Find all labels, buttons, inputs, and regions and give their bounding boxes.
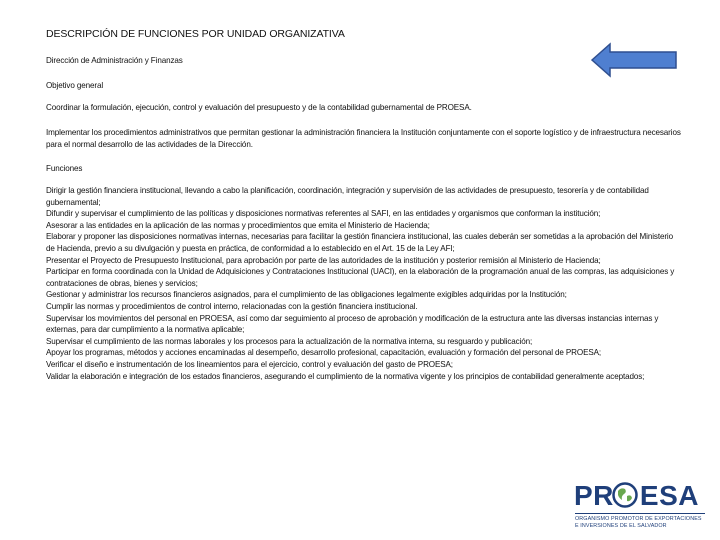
functions-heading: Funciones <box>46 164 83 173</box>
logo-word-left: PR <box>574 480 614 511</box>
logo-tagline-1: ORGANISMO PROMOTOR DE EXPORTACIONES <box>575 516 702 522</box>
function-item: Cumplir las normas y procedimientos de control interno, relacionadas con la gestión financiera institucional. <box>46 301 418 311</box>
logo-word-right: ESA <box>639 480 699 511</box>
logo-tagline-2: E INVERSIONES DE EL SALVADOR <box>575 523 667 529</box>
function-item: Participar en forma coordinada con la Unidad de Adquisiciones y Contrataciones Institucional (UACI), en la elaboración de la programación anual de las compras, las adquisiciones y contrataciones de obras, bienes y servicios; <box>46 267 675 288</box>
function-item: Dirigir la gestión financiera institucional, llevando a cabo la planificación, coordinación, integración y supervisión de las actividades de presupuesto, tesorería y de contabilidad gubernamental; <box>46 186 649 207</box>
proesa-logo <box>568 480 718 540</box>
function-item: Asesorar a las entidades en la aplicación de las normas y procedimientos que emita el Ministerio de Hacienda; <box>46 220 430 230</box>
back-arrow-icon[interactable] <box>590 42 680 78</box>
document-title: DESCRIPCIÓN DE FUNCIONES POR UNIDAD ORGANIZATIVA <box>46 28 345 40</box>
function-item: Presentar el Proyecto de Presupuesto Institucional, para aprobación por parte de las autoridades de la institución y posterior remisión al Ministerio de Hacienda; <box>46 255 601 265</box>
function-item: Verificar el diseño e instrumentación de los lineamientos para el ejercicio, control y evaluación del gasto de PROESA; <box>46 359 453 369</box>
function-item: Elaborar y proponer las disposiciones normativas internas, necesarias para facilitar la gestión financiera institucional, las cuales deberán ser sometidas a la aprobación del Ministerio de Hacienda, previo a su divulgación y puesta en práctica, de conformidad a lo establecido en el Art. 15 de la Ley AFI; <box>46 232 673 253</box>
logo-divider <box>575 513 705 514</box>
functions-list <box>46 185 676 382</box>
function-item: Gestionar y administrar los recursos financieros asignados, para el cumplimiento de las obligaciones legalmente exigibles adquiridas por la Institución; <box>46 290 567 300</box>
globe-icon <box>612 482 638 508</box>
function-item: Supervisar el cumplimiento de las normas laborales y los procesos para la actualización de la normativa interna, su resguardo y publicación; <box>46 336 533 346</box>
function-item: Supervisar los movimientos del personal en PROESA, así como dar seguimiento al proceso de aprobación y modificación de la estructura ante las diversas instancias internas y externas, para dar cumplimiento a la normativa aplicable; <box>46 313 659 335</box>
function-item: Difundir y supervisar el cumplimiento de las políticas y disposiciones normativas referentes al SAFI, en las entidades y organismos que conforman la institución; <box>46 209 601 219</box>
objective-paragraph-1: Coordinar la formulación, ejecución, control y evaluación del presupuesto y de la contabilidad gubernamental de PROESA. <box>46 103 472 112</box>
direction-name: Dirección de Administración y Finanzas <box>46 56 183 65</box>
function-item: Apoyar los programas, métodos y acciones encaminadas al desempeño, desarrollo profesional, capacitación, evaluación y formación del personal de PROESA; <box>46 348 602 358</box>
objective-heading: Objetivo general <box>46 81 104 90</box>
objective-paragraph-2: Implementar los procedimientos administrativos que permitan gestionar la administración financiera la Institución conjuntamente con el soporte logístico y de infraestructura necesarios para el normal desarrollo de las actividades de la Dirección. <box>46 128 681 149</box>
function-item: Validar la elaboración e integración de los estados financieros, asegurando el cumplimiento de la normativa vigente y los principios de contabilidad generalmente aceptados; <box>46 371 645 381</box>
